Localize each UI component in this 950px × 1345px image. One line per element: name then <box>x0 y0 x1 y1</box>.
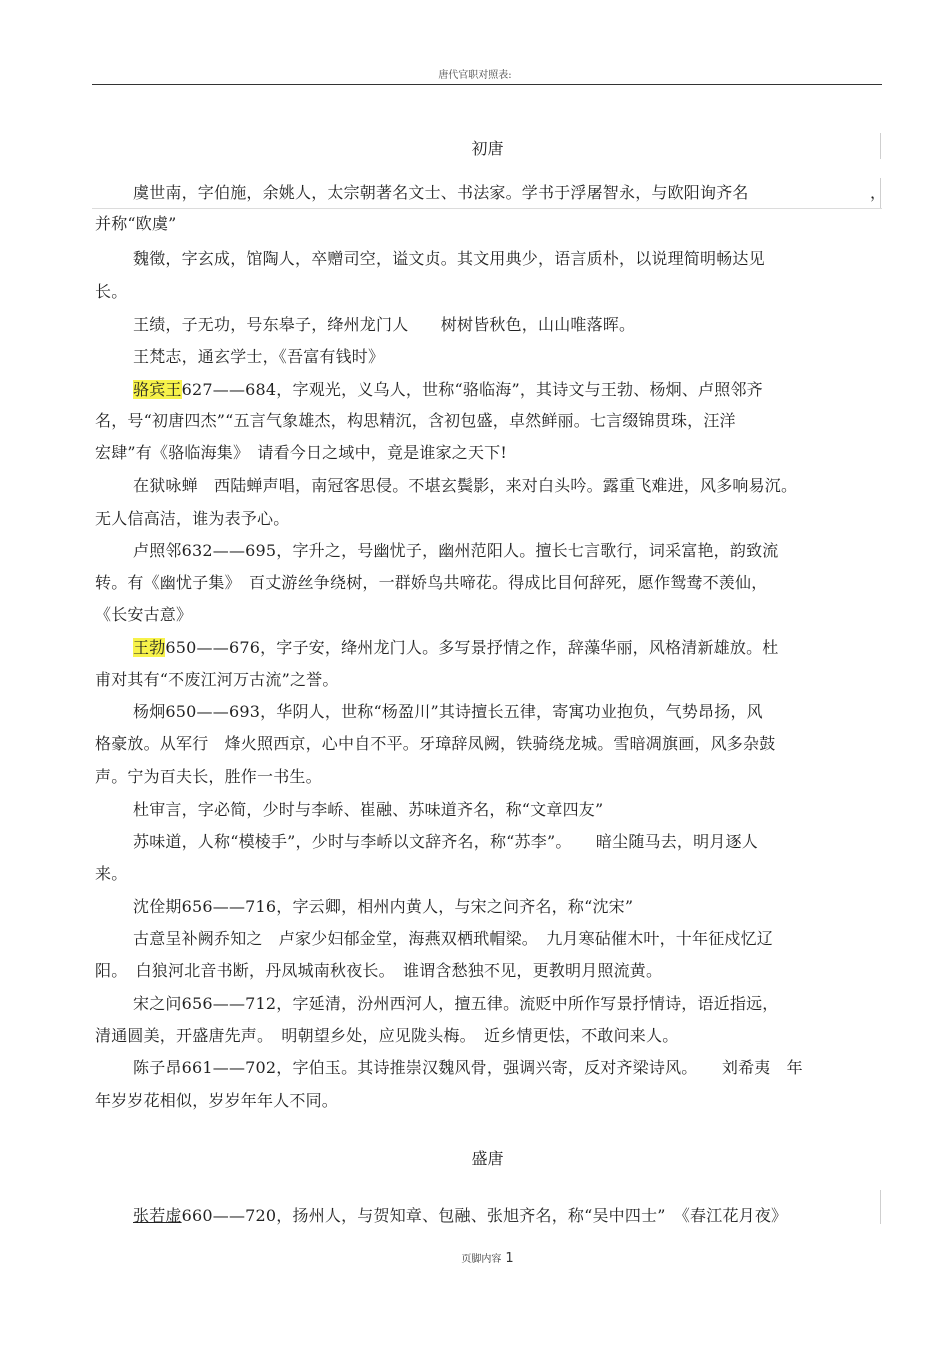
text-span: 650——676，字子安，绛州龙门人。多写景抒情之作，辞藻华丽，风格清新雄放。杜 <box>165 638 779 657</box>
text-line: 王梵志，通玄学士，《吾富有钱时》 <box>133 347 385 366</box>
underlined-name: 张若虚 <box>133 1206 182 1225</box>
text-line: 苏味道，人称“模棱手”，少时与李峤以文辞齐名，称“苏李”。 暗尘随马去，明月逐人 <box>133 832 758 851</box>
header-rule <box>92 84 882 85</box>
text-line: 名，号“初唐四杰”“五言气象雄杰，构思精沉，含初包盛，卓然鲜丽。七言缀锦贯珠，汪洋 <box>95 411 736 430</box>
layout-mark <box>880 1190 881 1224</box>
section-heading-high-tang: 盛唐 <box>471 1149 504 1168</box>
text-line: 杜审言，字必简，少时与李峤、崔融、苏味道齐名，称“文章四友” <box>133 800 604 819</box>
text-span: 660——720，扬州人，与贺知章、包融、张旭齐名，称“吴中四士” 《春江花月夜》 <box>181 1206 788 1225</box>
text-line: 阳。 白狼河北音书断，丹凤城南秋夜长。 谁谓含愁独不见，更教明月照流黄。 <box>95 961 663 980</box>
text-line: 陈子昂661——702，字伯玉。其诗推崇汉魏风骨，强调兴寄，反对齐梁诗风。 刘希夷 年 <box>133 1058 803 1077</box>
text-line: 卢照邻632——695，字升之，号幽忧子，幽州范阳人。擅长七言歌行，词采富艳，韵致流 <box>133 541 779 560</box>
text-line: 无人信高洁，谁为表予心。 <box>95 509 290 528</box>
text-line: 格豪放。从军行 烽火照西京，心中自不平。牙璋辞凤阙，铁骑绕龙城。雪暗凋旗画，风多杂鼓 <box>95 734 776 753</box>
text-line: 清通圆美，开盛唐先声。 明朝望乡处，应见陇头梅。 近乡情更怯，不敢问来人。 <box>95 1026 679 1045</box>
text-line <box>133 635 779 658</box>
text-line: 宏肆”有《骆临海集》 请看今日之域中，竟是谁家之天下! <box>95 443 508 462</box>
page-header: 唐代官职对照表: <box>438 70 512 81</box>
text-line: 沈佺期656——716，字云卿，相州内黄人，与宋之问齐名，称“沈宋” <box>133 897 634 916</box>
text-line: 杨炯650——693，华阴人，世称“杨盈川”其诗擅长五律，寄寓功业抱负，气势昂扬，风 <box>133 702 763 721</box>
text-line: 古意呈补阙乔知之 卢家少妇郁金堂，海燕双栖玳帽梁。 九月寒砧催木叶，十年征戍忆辽 <box>133 929 774 948</box>
text-line: 并称“欧虞” <box>95 214 177 233</box>
text-line: 声。宁为百夫长，胜作一书生。 <box>95 767 322 786</box>
text-line: 宋之问656——712，字延清，汾州西河人，擅五律。流贬中所作写景抒情诗，语近指远， <box>133 994 779 1013</box>
highlighted-name: 骆宾王 <box>133 380 182 399</box>
text-line: 《长安古意》 <box>95 605 193 624</box>
section-heading-early-tang: 初唐 <box>471 139 504 158</box>
text-line: 转。有《幽忧子集》 百丈游丝争绕树，一群娇鸟共啼花。得成比目何辞死，愿作鸳鸯不羡仙， <box>95 573 768 592</box>
page-footer <box>0 1250 950 1266</box>
text-line: 年岁岁花相似，岁岁年年人不同。 <box>95 1091 339 1110</box>
text-line <box>133 377 763 400</box>
layout-mark <box>92 208 882 209</box>
highlighted-name: 王勃 <box>133 638 166 657</box>
text-line: 王绩，子无功，号东皋子，绛州龙门人 树树皆秋色，山山唯落晖。 <box>133 315 636 334</box>
text-line: ， <box>870 183 887 202</box>
footer-label: 页脚内容 <box>461 1254 502 1265</box>
text-line: 来。 <box>95 864 128 883</box>
page-number: 1 <box>505 1251 514 1266</box>
text-line: 魏徵，字玄成，馆陶人，卒赠司空，谥文贞。其文用典少，语言质朴，以说理简明畅达见 <box>133 249 765 268</box>
text-line: 长。 <box>95 282 128 301</box>
text-line: 甫对其有“不废江河万古流”之誉。 <box>95 670 339 689</box>
text-line <box>133 1203 787 1226</box>
text-span: 627——684，字观光，义乌人，世称“骆临海”，其诗文与王勃、杨炯、卢照邻齐 <box>181 380 763 399</box>
text-line: 在狱咏蝉 西陆蝉声唱，南冠客思侵。不堪玄鬓影，来对白头吟。露重飞难进，风多响易沉。 <box>133 476 798 495</box>
text-line: 虞世南，字伯施，余姚人，太宗朝著名文士、书法家。学书于浮屠智永，与欧阳询齐名 <box>133 183 749 202</box>
